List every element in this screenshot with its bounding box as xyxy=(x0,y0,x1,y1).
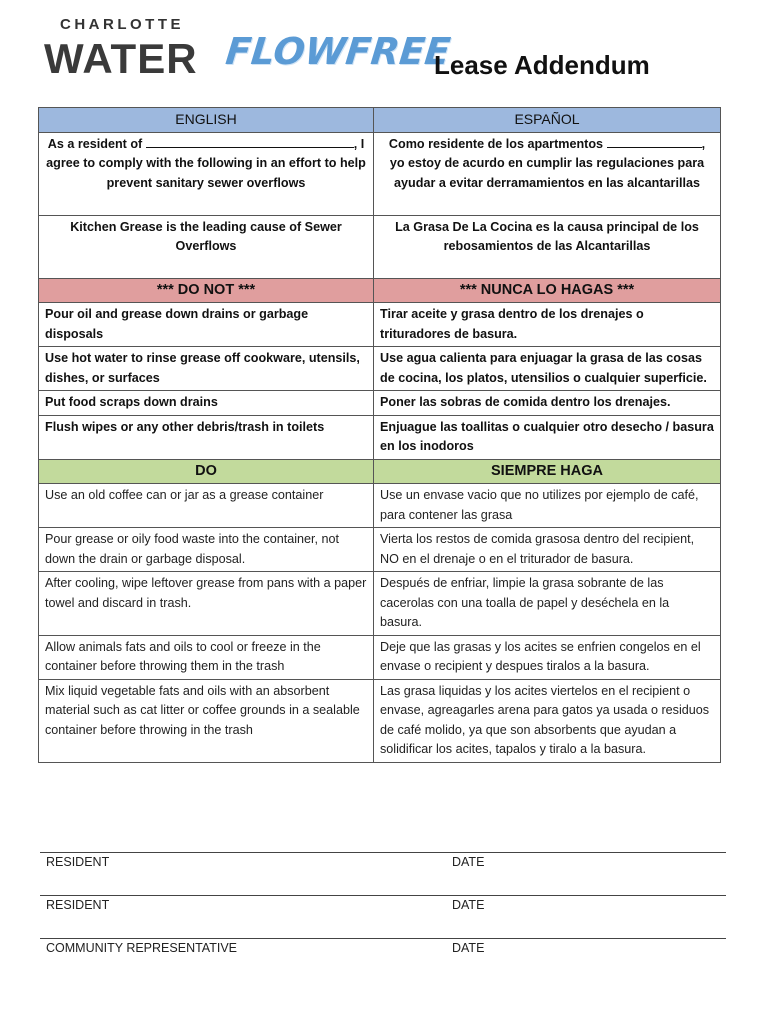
do-item-english: Pour grease or oily food waste into the container, not down the drain or garbage disposal. xyxy=(39,528,374,572)
date-label: DATE xyxy=(452,941,485,955)
do-item-english: After cooling, wipe leftover grease from pans with a paper towel and discard in trash. xyxy=(39,572,374,636)
do-item-spanish: Use un envase vacio que no utilizes por ejemplo de café, para contener las grasa xyxy=(374,484,721,528)
signature-label: RESIDENT xyxy=(46,898,110,912)
do-not-item-spanish: Tirar aceite y grasa dentro de los drenajes o trituradores de basura. xyxy=(374,303,721,347)
date-label: DATE xyxy=(452,855,485,869)
do-not-item-spanish: Enjuague las toallitas o cualquier otro desecho / basura en los inodoros xyxy=(374,415,721,459)
addendum-table xyxy=(38,107,721,763)
do-not-header-row xyxy=(39,278,721,303)
do-item-english: Mix liquid vegetable fats and oils with an absorbent material such as cat litter or coffee grounds in a sealable container before throwing in the trash xyxy=(39,679,374,762)
do-not-item-english: Put food scraps down drains xyxy=(39,391,374,416)
do-row xyxy=(39,679,721,762)
do-item-english: Use an old coffee can or jar as a grease container xyxy=(39,484,374,528)
intro-english xyxy=(39,132,374,215)
do-item-spanish: Vierta los restos de comida grasosa dentro del recipient, NO en el drenaje o en el triturador de basura. xyxy=(374,528,721,572)
english-header: ENGLISH xyxy=(39,108,374,133)
language-header-row xyxy=(39,108,721,133)
spanish-header: ESPAÑOL xyxy=(374,108,721,133)
page-title: Lease Addendum xyxy=(434,50,650,80)
do-not-header-english: *** DO NOT *** xyxy=(39,278,374,303)
do-header-spanish: SIEMPRE HAGA xyxy=(374,459,721,484)
do-not-header-spanish: *** NUNCA LO HAGAS *** xyxy=(374,278,721,303)
do-item-spanish: Deje que las grasas y los acites se enfrien congelos en el envase o recipient y despues tiralos a la basura. xyxy=(374,635,721,679)
do-header-row xyxy=(39,459,721,484)
do-not-row xyxy=(39,415,721,459)
document-header xyxy=(0,0,770,105)
do-not-item-spanish: Use agua calienta para enjuagar la grasa de las cosas de cocina, los platos, utensilios o cualquier superficie. xyxy=(374,347,721,391)
signature-line-resident-2[interactable] xyxy=(40,895,726,912)
intro-spanish xyxy=(374,132,721,215)
do-row xyxy=(39,572,721,636)
logo-water-text: WATER xyxy=(44,35,198,82)
do-item-spanish: Después de enfriar, limpie la grasa sobrante de las cacerolas con una toalla de papel y deséchela en la basura. xyxy=(374,572,721,636)
cause-english: Kitchen Grease is the leading cause of Sewer Overflows xyxy=(39,215,374,278)
apartment-name-blank[interactable] xyxy=(607,135,702,148)
do-row xyxy=(39,484,721,528)
do-not-item-spanish: Poner las sobras de comida dentro los drenajes. xyxy=(374,391,721,416)
do-not-item-english: Use hot water to rinse grease off cookware, utensils, dishes, or surfaces xyxy=(39,347,374,391)
signature-label: RESIDENT xyxy=(46,855,110,869)
intro-en-start: As a resident of xyxy=(47,136,143,151)
cause-spanish: La Grasa De La Cocina es la causa principal de los rebosamientos de las Alcantarillas xyxy=(374,215,721,278)
do-not-row xyxy=(39,347,721,391)
do-row xyxy=(39,635,721,679)
do-item-spanish: Las grasa liquidas y los acites viertelos en el recipient o envase, agreagarles arena para gatos ya usada o residuos de café molido, ya que son absorbents que ayudan a solidificar los acites, tapalos y tiralo a la basura. xyxy=(374,679,721,762)
intro-es-rest: , yo estoy de acurdo en cumplir las regulaciones para ayudar a evitar derramamientos en las alcantarillas xyxy=(389,136,706,190)
date-label: DATE xyxy=(452,898,485,912)
do-not-row xyxy=(39,303,721,347)
signature-label: COMMUNITY REPRESENTATIVE xyxy=(46,941,237,955)
intro-es-start: Como residente de los apartmentos xyxy=(388,136,604,151)
intro-row xyxy=(39,132,721,215)
do-not-item-english: Flush wipes or any other debris/trash in toilets xyxy=(39,415,374,459)
logo-charlotte-text: CHARLOTTE xyxy=(60,16,184,33)
do-header-english: DO xyxy=(39,459,374,484)
signature-line-community-rep[interactable] xyxy=(40,938,726,955)
intro-en-rest: I agree to comply with the following in an effort to help prevent sanitary sewer overflows xyxy=(46,136,366,190)
charlotte-water-logo xyxy=(44,16,198,86)
do-not-row xyxy=(39,391,721,416)
do-item-english: Allow animals fats and oils to cool or freeze in the container before throwing them in the trash xyxy=(39,635,374,679)
signature-line-resident-1[interactable] xyxy=(40,852,726,869)
cause-row xyxy=(39,215,721,278)
flowfree-logo: FLOWFREE xyxy=(223,30,453,73)
intro-en-comma: , xyxy=(353,136,358,151)
community-name-blank[interactable] xyxy=(146,135,354,148)
do-not-item-english: Pour oil and grease down drains or garbage disposals xyxy=(39,303,374,347)
do-row xyxy=(39,528,721,572)
